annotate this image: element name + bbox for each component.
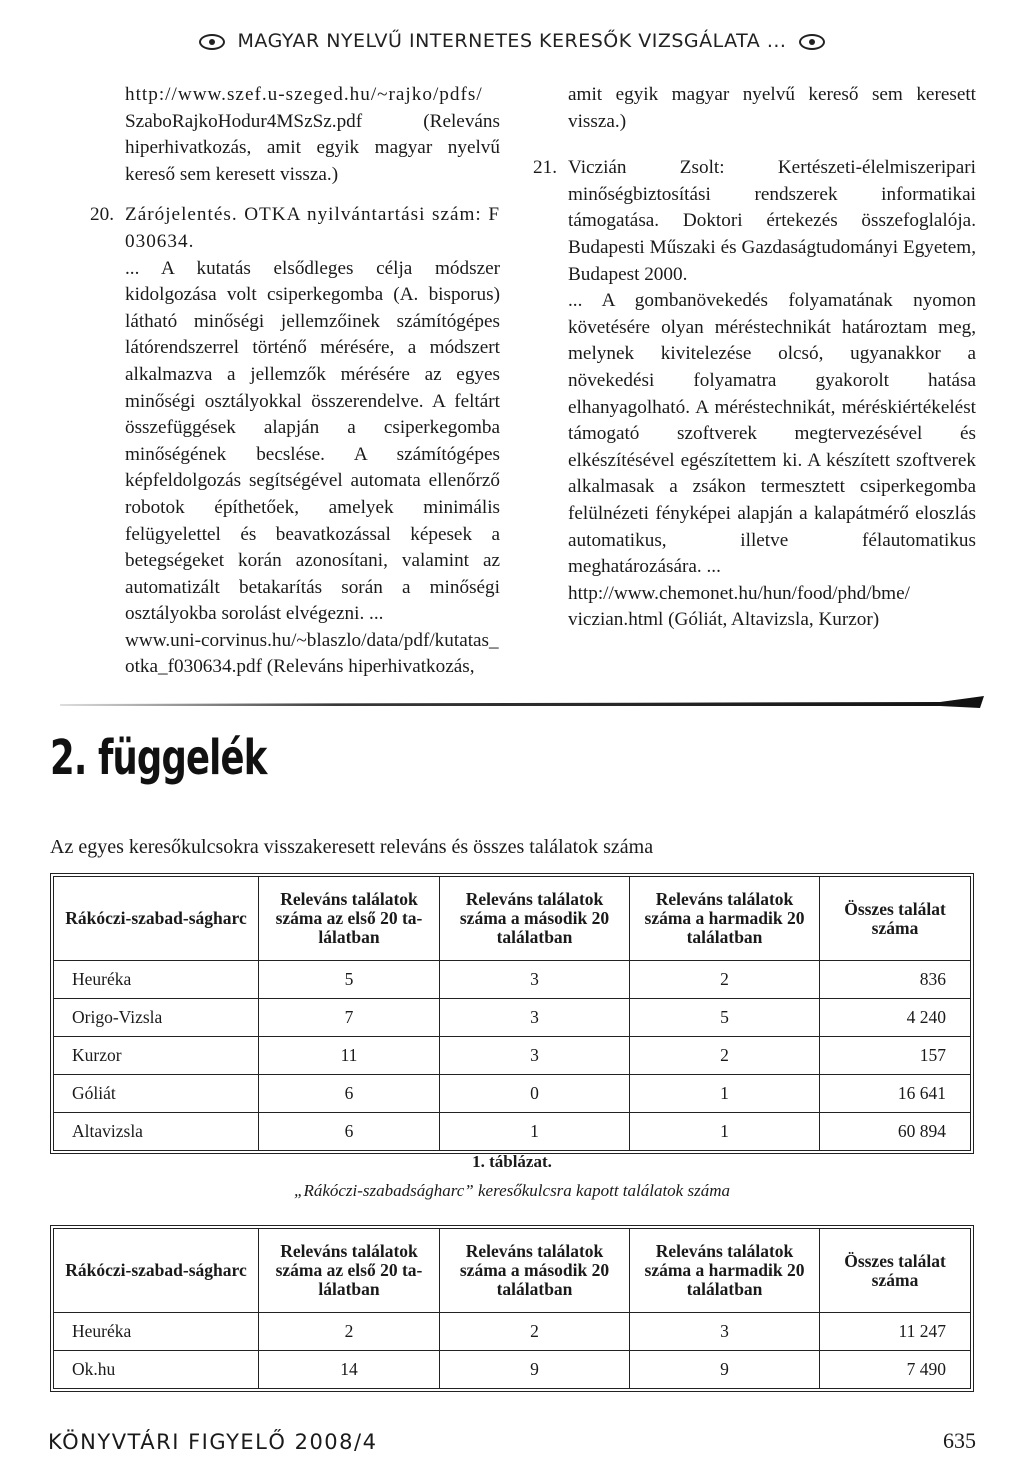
journal-footer: KÖNYVTÁRI FIGYELŐ 2008/4 [48,1430,378,1454]
table-cell: Góliát [54,1075,259,1113]
table-row [54,1313,970,1351]
column-header: Releváns találatok száma a harmadik 20 találatban [630,877,820,961]
table-row [54,1113,970,1150]
table-cell: 9 [440,1351,630,1388]
section-divider [60,690,984,712]
reference-item-21 [533,155,976,634]
table-row [54,1075,970,1113]
table-row [54,1037,970,1075]
table-cell: Origo-Vizsla [54,999,259,1037]
column-header: Rákóczi-szabad-ságharc [54,877,259,961]
eye-icon [199,34,225,50]
table-cell: 60 894 [897,1121,946,1141]
table-caption-number: 1. táblázat. [472,1152,552,1171]
reference-body: ... A kutatás elsődleges célja módszer kidolgozása volt csiperkegomba (A. bisporus) látható minőségi jellemzőinek számítógépes látórendszerrel történő mérésére, a módszert alkalmazva a jellemzők mérésére az egyes minőségi osztályokkal összerendelve. A feltárt összefüggések alapján a csiperkegomba minőségének becslése. A számítógépes képfeldolgozás segítségével automata ellenőrző robotok építhetőek, amelyek minimális felügyelettel és beavatkozással képesek a betegségeket korán azonosítani, valamint az automatizált betakarítás során a minőségi osztályokba sorolást elvégezni. ... [125,257,500,625]
table-cell: 1 [630,1075,820,1113]
results-table-1 [50,873,974,1154]
table-cell: 0 [440,1075,630,1113]
table-cell: 836 [820,961,970,999]
table-row [54,999,970,1037]
table-cell: 1 [630,1113,820,1150]
reference-number: 20. [90,204,114,226]
reference-title: Zárójelentés. OTKA nyilvántartási szám: F 030634. [125,204,500,252]
column-header: Releváns találatok száma az első 20 ta-lálatban [259,1229,440,1313]
column-header: Releváns találatok száma az első 20 ta-lálatban [259,877,440,961]
table-cell: 1 [440,1113,630,1150]
table-cell: 3 [630,1313,820,1351]
column-header: Releváns találatok száma a harmadik 20 találatban [630,1229,820,1313]
table-cell: 14 [259,1351,440,1388]
table-cell: 6 [259,1113,440,1150]
table-cell: 5 [259,961,440,999]
column-header: Releváns találatok száma a második 20 találatban [440,877,630,961]
column-header: Összes találat száma [820,1229,970,1313]
table-cell: 2 [630,1037,820,1075]
table-cell: 2 [259,1313,440,1351]
table-cell: Heuréka [54,961,259,999]
eye-icon [799,34,825,50]
table-cell: 157 [820,1037,970,1075]
table-cell: Heuréka [54,1313,259,1351]
left-column [90,82,500,681]
reference-url-line: http://www.szef.u-szeged.hu/~rajko/pdfs/ [125,84,483,105]
table-row [54,961,970,999]
table-cell: 6 [259,1075,440,1113]
table-cell: 3 [440,999,630,1037]
table-cell: 11 [259,1037,440,1075]
reference-number: 21. [533,157,557,179]
right-column [533,82,976,634]
results-table-2 [50,1225,974,1392]
table-cell: 16 641 [820,1075,970,1113]
table-caption-text: „Rákóczi-szabadságharc” keresőkulcsra kapott találatok száma [294,1181,730,1200]
table-cell: 2 [630,961,820,999]
running-head [0,30,1024,52]
reference-continuation [90,82,500,188]
reference-title: Viczián Zsolt: Kertészeti-élelmiszeripari minőségbiztosítási rendszerek informatikai támogatása. Doktori értekezés összefoglalója. Budapesti Műszaki és Gazdaságtudományi Egyetem, Budapest 2000. [568,157,976,285]
reference-continuation [533,82,976,135]
column-header: Releváns találatok száma a második 20 találatban [440,1229,630,1313]
column-header: Összes találat száma [820,877,970,961]
table-cell: Kurzor [54,1037,259,1075]
table-cell: 11 247 [820,1313,970,1351]
table-cell: Ok.hu [54,1351,259,1388]
table-cell: 2 [440,1313,630,1351]
table-cell: 5 [630,999,820,1037]
table-cell: Altavizsla [54,1113,259,1150]
reference-item-20 [90,202,500,681]
reference-url-line: http://www.chemonet.hu/hun/food/phd/bme/ [568,582,910,604]
column-header: Rákóczi-szabad-ságharc [54,1229,259,1313]
reference-url-line: otka_f030634.pdf (Releváns hiperhivatkozás, [125,656,475,678]
reference-text: SzaboRajkoHodur4MSzSz.pdf (Releváns hiperhivatkozás, amit egyik magyar nyelvű kereső sem keresett vissza.) [125,110,500,185]
table-cell: 9 [630,1351,820,1388]
appendix-title: 2. függelék [50,730,267,786]
page-number: 635 [943,1428,976,1453]
table-cell: 7 490 [906,1359,946,1379]
reference-body: ... A gombanövekedés folyamatának nyomon követésére olyan méréstechnikát határoztam meg, melynek kivitelezése olcsó, ugyanakkor a növekedési folyamatra gyakorolt hatása elhanyagolható. A méréstechnikát, méréskiértékelést támogató szoftverek megtervezésével és elkészítésével egészítettem ki. A készített szoftverek alkalmasak a zsákon termesztett csiperkegomba felülnézeti fényképei alapján a kalapátmérő eloszlás automatikus, illetve félautomatikus meghatározására. ... [568,290,976,578]
running-title: MAGYAR NYELVŰ INTERNETES KERESŐK VIZSGÁLATA ... [237,30,787,52]
appendix-subtitle: Az egyes keresőkulcsokra visszakeresett releváns és összes találatok száma [50,836,654,858]
table-cell: 3 [440,961,630,999]
reference-url-line: www.uni-corvinus.hu/~blaszlo/data/pdf/kutatas_ [125,629,499,651]
table-cell: 4 240 [820,999,970,1037]
table-cell: 7 [259,999,440,1037]
reference-url-line: viczian.html (Góliát, Altavizsla, Kurzor) [568,609,880,631]
table-cell: 3 [440,1037,630,1075]
reference-text: amit egyik magyar nyelvű kereső sem keresett vissza.) [568,84,976,132]
table-row [54,1351,970,1388]
